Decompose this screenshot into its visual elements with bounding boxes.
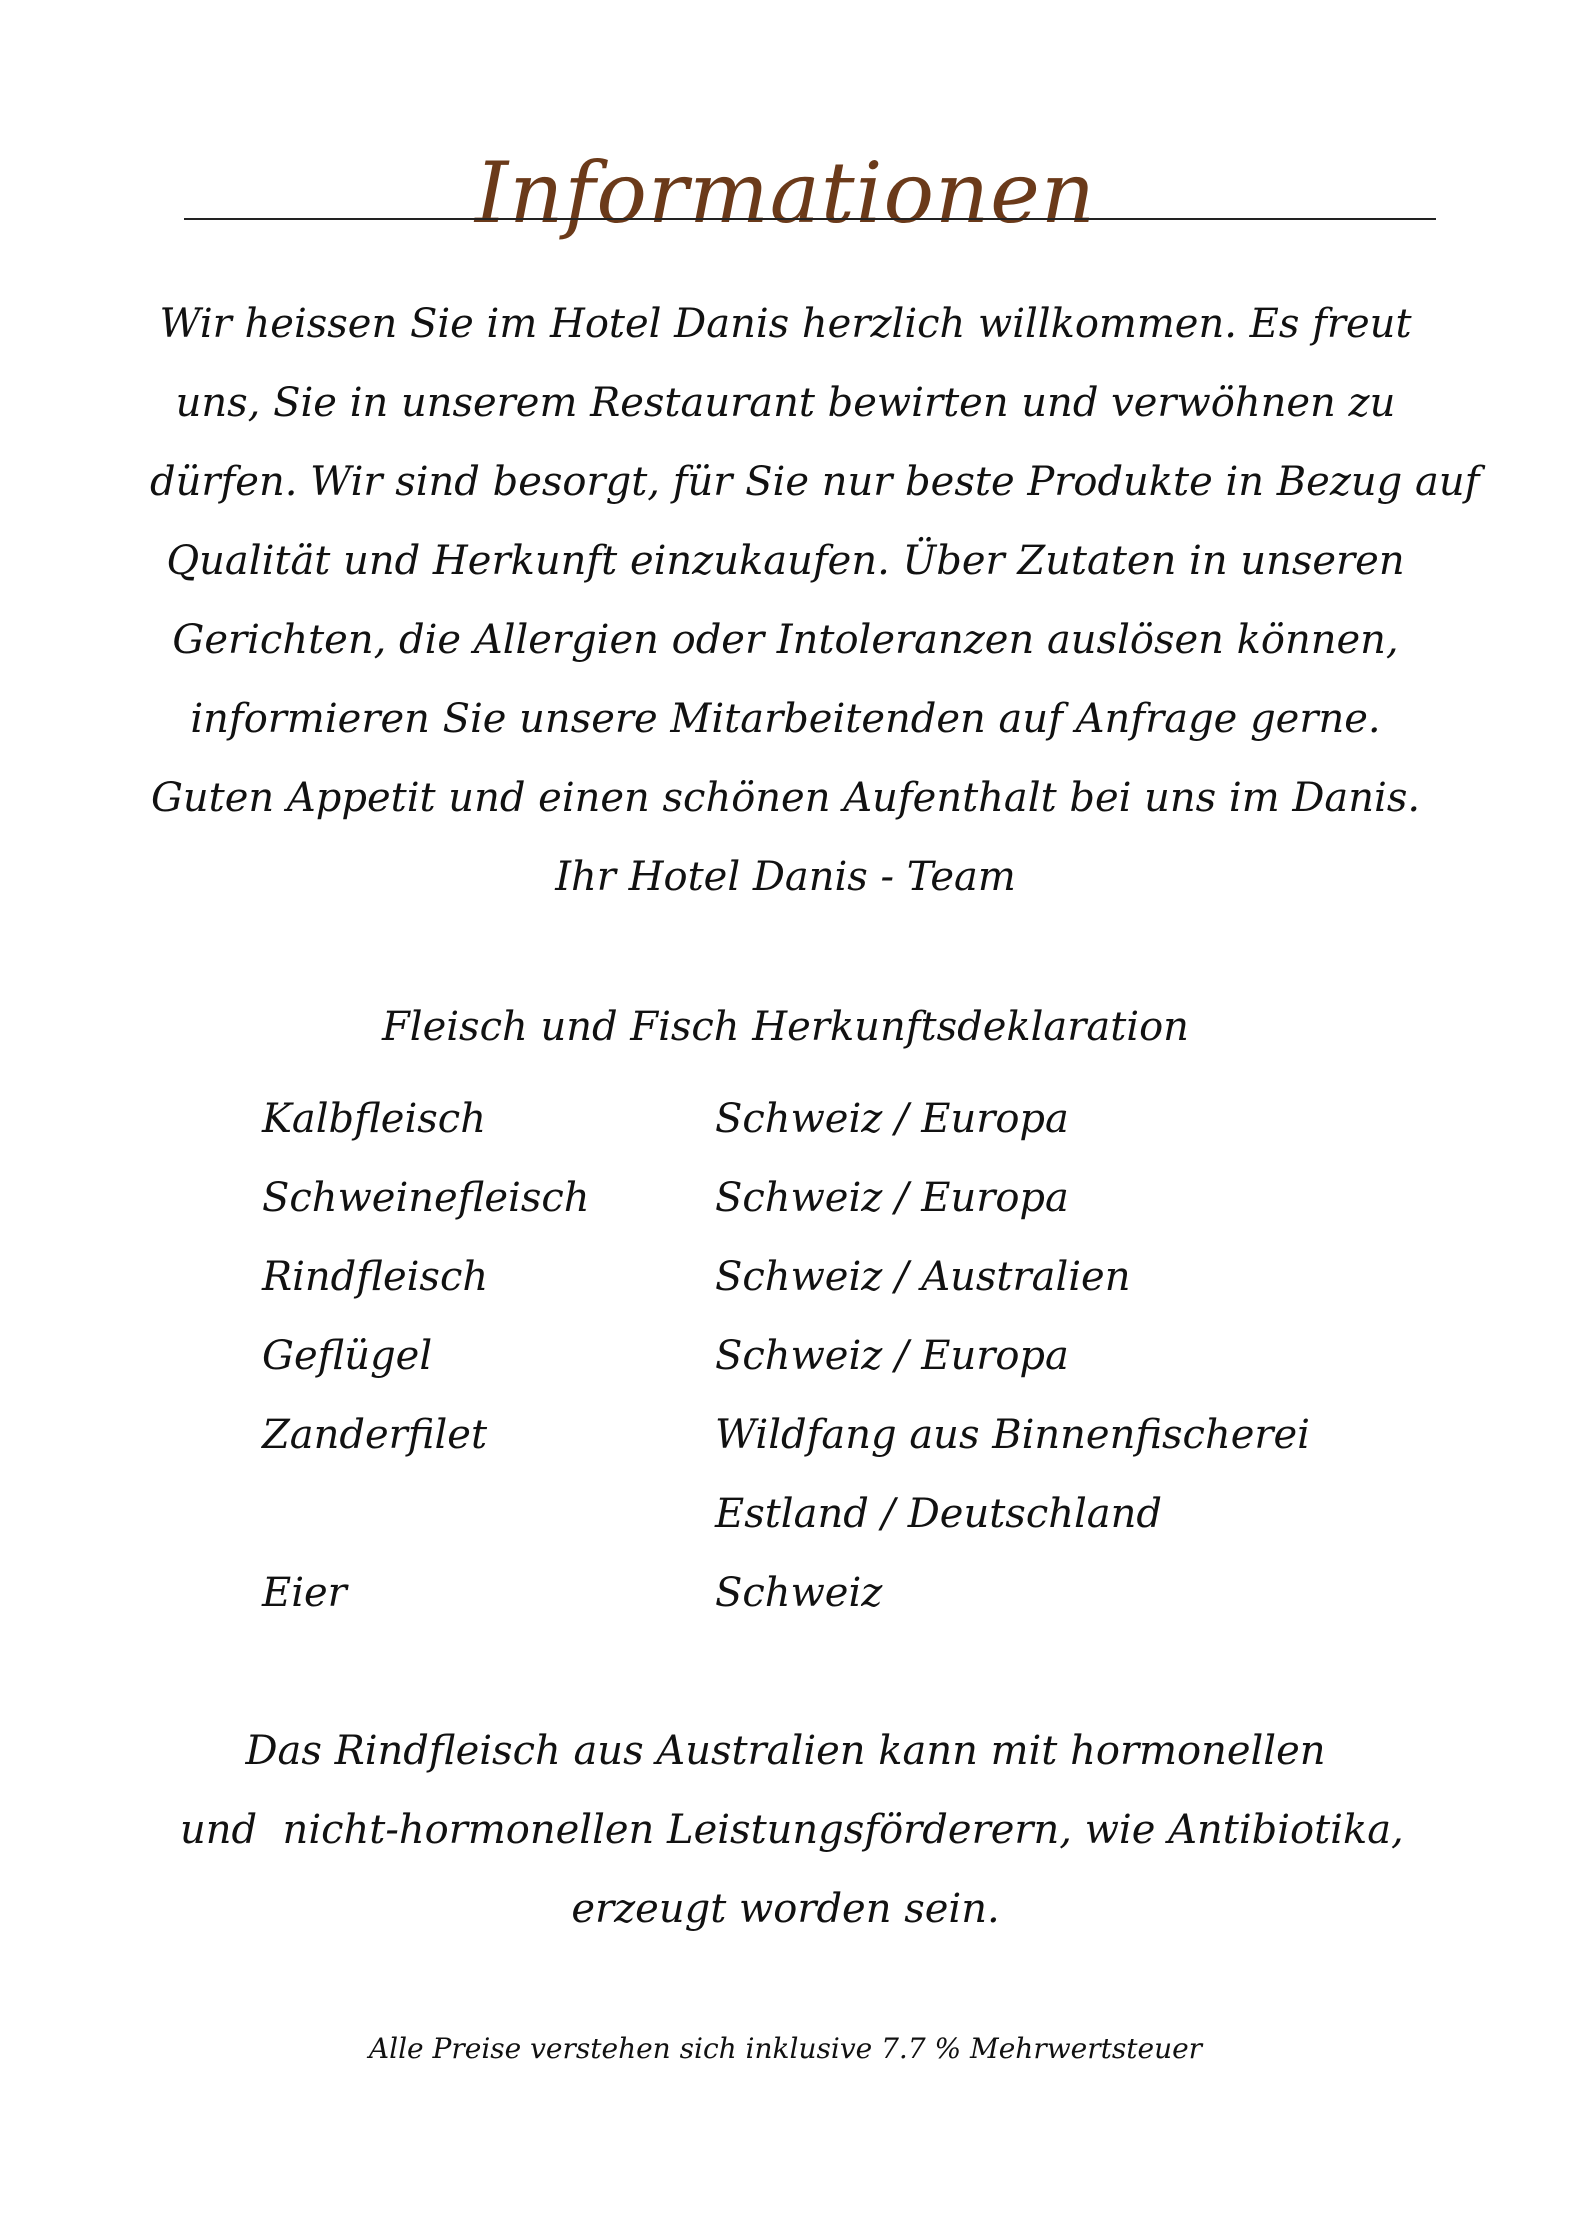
title-divider <box>184 218 1436 220</box>
beef-notice-line: und nicht-hormonellen Leistungsförderern, wie Antibiotika, <box>180 1807 1404 1853</box>
welcome-line: uns, Sie in unserem Restaurant bewirten und verwöhnen zu <box>175 380 1396 426</box>
origin-row <box>262 1238 1362 1317</box>
origin-value <box>715 1396 1310 1554</box>
origin-table <box>262 1080 1362 1633</box>
origin-item: Zanderfilet <box>262 1412 488 1458</box>
origin-value-line: Schweiz <box>715 1570 883 1616</box>
origin-item: Kalbfleisch <box>262 1096 486 1142</box>
origin-item: Rindfleisch <box>262 1254 489 1300</box>
origin-value-line: Schweiz / Europa <box>715 1175 1069 1221</box>
welcome-line: Guten Appetit und einen schönen Aufenthalt bei uns im Danis. <box>150 775 1421 821</box>
origin-value-line: Schweiz / Europa <box>715 1333 1069 1379</box>
origin-value-line: Schweiz / Australien <box>715 1254 1131 1300</box>
origin-value <box>715 1238 1131 1317</box>
welcome-text <box>150 285 1480 917</box>
beef-notice-line: erzeugt worden sein. <box>571 1886 1000 1932</box>
welcome-line: informieren Sie unsere Mitarbeitenden auf Anfrage gerne. <box>190 696 1381 742</box>
welcome-line: Gerichten, die Allergien oder Intoleranzen auslösen können, <box>172 617 1399 663</box>
origin-row <box>262 1317 1362 1396</box>
welcome-signature: Ihr Hotel Danis - Team <box>555 854 1016 900</box>
origin-row <box>262 1159 1362 1238</box>
page-title: Informationen <box>475 144 1096 243</box>
origin-item: Schweinefleisch <box>262 1175 590 1221</box>
origin-value-line: Estland / Deutschland <box>715 1491 1162 1537</box>
origin-value <box>715 1554 882 1633</box>
origin-row <box>262 1080 1362 1159</box>
beef-notice <box>180 1712 1404 1949</box>
origin-value <box>715 1317 1069 1396</box>
origin-value <box>715 1159 1069 1238</box>
welcome-line: dürfen. Wir sind besorgt, für Sie nur beste Produkte in Bezug auf <box>150 459 1480 505</box>
origin-value-line: Wildfang aus Binnenfischerei <box>715 1412 1310 1458</box>
origin-row <box>262 1554 1362 1633</box>
welcome-line: Qualität und Herkunft einzukaufen. Über Zutaten in unseren <box>166 538 1405 584</box>
origin-item: Geflügel <box>262 1333 433 1379</box>
beef-notice-line: Das Rindfleisch aus Australien kann mit hormonellen <box>245 1728 1326 1774</box>
origin-value-line: Schweiz / Europa <box>715 1096 1069 1142</box>
origin-item: Eier <box>262 1570 347 1616</box>
origin-value <box>715 1080 1069 1159</box>
vat-footnote: Alle Preise verstehen sich inklusive 7.7 % Mehrwertsteuer <box>368 2032 1203 2065</box>
origin-heading: Fleisch und Fisch Herkunftsdeklaration <box>382 1004 1189 1050</box>
welcome-line: Wir heissen Sie im Hotel Danis herzlich willkommen. Es freut <box>159 301 1412 347</box>
origin-row <box>262 1396 1362 1554</box>
